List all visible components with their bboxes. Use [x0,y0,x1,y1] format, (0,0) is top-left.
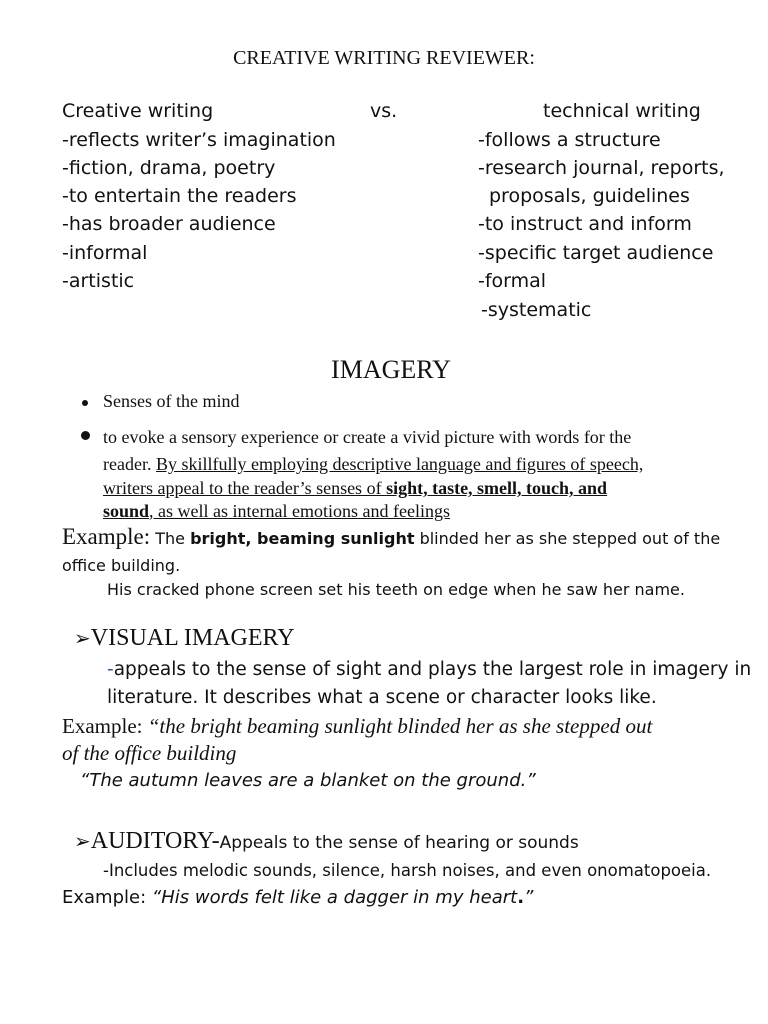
imagery-definition-line-2 [103,454,643,475]
example-text: “the bright beaming sunlight blinded her as she stepped out [147,714,653,738]
example-closing-quote: ” [524,887,534,908]
creative-writing-header: Creative writing [62,100,214,122]
bullet-senses-of-mind: Senses of the mind [103,391,240,411]
arrow-bullet-icon: ➢ [74,626,91,650]
dash: - [107,659,114,680]
visual-imagery-example-line-1 [62,714,652,739]
technical-item: -formal [478,270,547,292]
technical-item: -to instruct and inform [478,213,692,235]
example-label: Example: [62,714,148,738]
imagery-senses-bold: sight, taste, smell, touch, and [386,478,608,498]
technical-writing-header: technical writing [543,100,701,122]
example-label: Example: [62,524,151,549]
auditory-desc: -Includes melodic sounds, silence, harsh noises, and even onomatopoeia. [103,861,712,880]
example-period: . [517,887,525,908]
auditory-example [62,887,533,908]
imagery-definition-text: writers appeal to the reader’s senses of [103,478,387,498]
example-text: “His words felt like a dagger in my heart [151,887,518,908]
creative-item: -artistic [62,270,135,292]
imagery-example-line-2: office building. [62,556,181,575]
example-text: blinded her as she stepped out of the [414,529,721,548]
imagery-example-2: His cracked phone screen set his teeth on edge when he saw her name. [107,580,685,599]
imagery-definition-line-4 [103,501,450,522]
vs-label: vs. [370,100,398,122]
bullet-icon [82,400,88,406]
creative-item: -has broader audience [62,213,276,235]
example-label: Example: [62,887,152,908]
visual-imagery-example-line-2: of the office building [62,741,237,765]
technical-item: proposals, guidelines [489,185,690,207]
auditory-title: AUDITORY- [90,828,220,854]
imagery-definition-line-1: to evoke a sensory experience or create a vivid picture with words for the [103,427,632,447]
creative-item: -to entertain the readers [62,185,297,207]
imagery-definition-text: reader. [103,454,156,474]
technical-item: -research journal, reports, [478,157,725,179]
auditory-definition: Appeals to the sense of hearing or sounds [219,833,579,853]
imagery-definition-line-3 [103,478,607,499]
example-text: The [150,529,191,548]
auditory-imagery-heading [74,828,579,855]
imagery-sound-bold: sound [103,501,150,521]
technical-item: -specific target audience [478,242,714,264]
technical-item: -systematic [481,299,592,321]
page-title: CREATIVE WRITING REVIEWER: [233,47,535,69]
visual-imagery-desc-line-2: literature. It describes what a scene or character looks like. [107,687,657,708]
visual-imagery-example-2: “The autumn leaves are a blanket on the ground.” [80,770,536,791]
visual-imagery-desc-line-1 [107,659,751,680]
technical-item: -follows a structure [478,129,661,151]
imagery-definition-underlined: By skillfully employing descriptive language and figures of speech, [155,454,644,474]
imagery-heading: IMAGERY [331,355,451,384]
creative-item: -fiction, drama, poetry [62,157,276,179]
example-bold-text: bright, beaming sunlight [190,529,415,548]
imagery-example-line-1 [62,524,720,550]
visual-imagery-title: VISUAL IMAGERY [90,625,295,651]
arrow-bullet-icon: ➢ [74,829,91,853]
bullet-icon [81,431,90,440]
creative-item: -reflects writer’s imagination [62,129,336,151]
desc-text: appeals to the sense of sight and plays the largest role in imagery in [113,659,752,680]
visual-imagery-heading [74,625,295,652]
creative-item: -informal [62,242,148,264]
imagery-definition-text: , as well as internal emotions and feelings [149,501,450,521]
